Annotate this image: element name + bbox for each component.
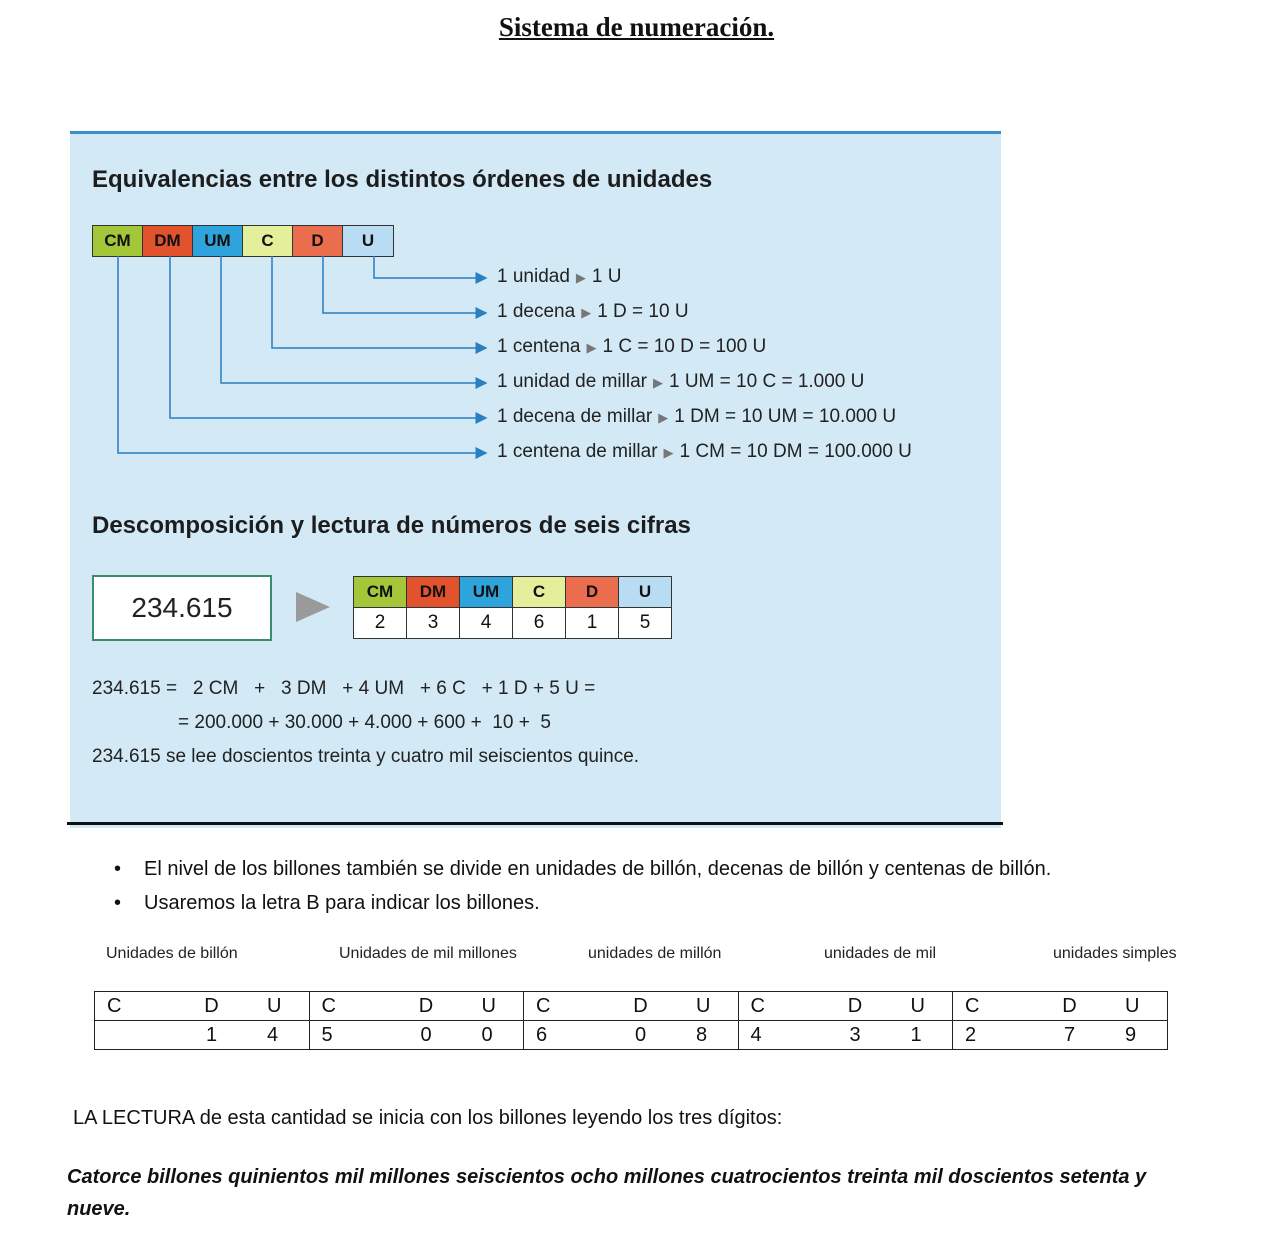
arrow-right-icon xyxy=(296,592,330,622)
group-label-mil-millones: Unidades de mil millones xyxy=(339,945,517,962)
digit-cell: 1 xyxy=(566,608,619,639)
table-cell: U xyxy=(454,992,524,1021)
connector-d xyxy=(323,256,486,313)
connector-um xyxy=(221,256,486,383)
decomposition-line-2: = 200.000 + 30.000 + 4.000 + 600 + 10 + 5 xyxy=(178,712,551,733)
place-value-table xyxy=(94,991,1168,1050)
table-cell: D xyxy=(184,992,239,1021)
equivalence-decena-millar: 1 decena de millar ▶ 1 DM = 10 UM = 10.000 U xyxy=(497,406,897,427)
digit-cell: 6 xyxy=(513,608,566,639)
decomposition-heading: Descomposición y lectura de números de seis cifras xyxy=(92,512,691,539)
triangle-icon: ▶ xyxy=(652,375,663,390)
table-cell: C xyxy=(309,992,399,1021)
digit-header-cm: CM xyxy=(354,577,407,608)
table-cell: U xyxy=(239,992,309,1021)
table-cell: U xyxy=(1097,992,1167,1021)
table-cell: 0 xyxy=(481,1023,493,1046)
table-cell: 0 xyxy=(634,1023,647,1046)
table-cell: U xyxy=(668,992,738,1021)
equivalence-centena-millar: 1 centena de millar ▶ 1 CM = 10 DM = 100.000 U xyxy=(497,441,912,462)
table-cell: U xyxy=(883,992,953,1021)
triangle-icon: ▶ xyxy=(658,410,669,425)
equivalences-heading: Equivalencias entre los distintos órdenes de unidades xyxy=(92,166,713,193)
equivalence-centena: 1 centena ▶ 1 C = 10 D = 100 U xyxy=(497,336,767,357)
equivalence-unidad: 1 unidad ▶ 1 U xyxy=(497,266,622,287)
order-d: D xyxy=(293,226,343,256)
connector-c xyxy=(272,256,486,348)
table-cell: D xyxy=(1042,992,1097,1021)
table-cell: D xyxy=(828,992,883,1021)
connector-cm xyxy=(118,256,486,453)
table-cell: C xyxy=(953,992,1043,1021)
digit-table xyxy=(353,576,672,639)
connector-dm xyxy=(170,256,486,418)
table-cell: 4 xyxy=(267,1023,279,1046)
table-cell: D xyxy=(399,992,454,1021)
reading-text: Catorce billones quinientos mil millones seiscientos ocho millones cuatrocientos treinta mil doscientos setenta y nueve. xyxy=(67,1166,1147,1220)
connector-u xyxy=(374,256,486,278)
bullet-icon: • xyxy=(114,892,122,914)
table-cell: 0 xyxy=(420,1023,432,1046)
triangle-icon: ▶ xyxy=(663,445,674,460)
table-cell: 6 xyxy=(524,1021,614,1050)
order-um: UM xyxy=(193,226,243,256)
digit-cell: 3 xyxy=(407,608,460,639)
digit-cell: 4 xyxy=(460,608,513,639)
order-c: C xyxy=(243,226,293,256)
digit-header-um: UM xyxy=(460,577,513,608)
panel-divider xyxy=(67,822,1003,825)
table-cell: 1 xyxy=(205,1023,218,1046)
bullet-item: • Usaremos la letra B para indicar los billones. xyxy=(114,892,540,914)
table-cell: 2 xyxy=(953,1021,1043,1050)
digit-cell: 5 xyxy=(619,608,672,639)
table-cell xyxy=(95,1021,185,1050)
table-cell: 7 xyxy=(1063,1023,1076,1046)
group-label-billon: Unidades de billón xyxy=(106,945,238,962)
decomposition-line-1: 234.615 = 2 CM + 3 DM + 4 UM + 6 C + 1 D + 5 U = xyxy=(92,678,596,699)
table-cell: C xyxy=(95,992,185,1021)
digit-header-dm: DM xyxy=(407,577,460,608)
order-u: U xyxy=(343,226,393,256)
table-cell: 4 xyxy=(738,1021,828,1050)
equivalence-decena: 1 decena ▶ 1 D = 10 U xyxy=(497,301,689,322)
bullet-icon: • xyxy=(114,858,122,880)
table-cell: 1 xyxy=(910,1023,922,1046)
digit-header-u: U xyxy=(619,577,672,608)
triangle-icon: ▶ xyxy=(586,340,597,355)
page-title: Sistema de numeración. xyxy=(498,12,775,42)
table-cell: D xyxy=(613,992,668,1021)
digit-header-d: D xyxy=(566,577,619,608)
bullet-item: • El nivel de los billones también se divide en unidades de billón, decenas de billón y centenas de billón. xyxy=(114,858,1052,880)
order-cm: CM xyxy=(93,226,143,256)
table-row xyxy=(95,1021,1168,1050)
digit-header-c: C xyxy=(513,577,566,608)
table-cell: 5 xyxy=(309,1021,399,1050)
table-cell: 3 xyxy=(849,1023,861,1046)
table-header-row xyxy=(95,992,1168,1021)
number-box: 234.615 xyxy=(92,575,272,641)
reading-intro: LA LECTURA de esta cantidad se inicia con los billones leyendo los tres dígitos: xyxy=(73,1107,783,1129)
triangle-icon: ▶ xyxy=(575,270,586,285)
table-cell: 8 xyxy=(696,1023,708,1046)
table-cell: C xyxy=(524,992,614,1021)
triangle-icon: ▶ xyxy=(581,305,592,320)
table-cell: C xyxy=(738,992,828,1021)
group-label-mil: unidades de mil xyxy=(824,945,937,962)
group-label-millon: unidades de millón xyxy=(588,945,722,962)
order-dm: DM xyxy=(143,226,193,256)
table-cell: 9 xyxy=(1125,1023,1137,1046)
group-label-simples: unidades simples xyxy=(1053,945,1177,962)
digit-cell: 2 xyxy=(354,608,407,639)
equivalence-unidad-millar: 1 unidad de millar ▶ 1 UM = 10 C = 1.000 U xyxy=(497,371,865,392)
decomposition-line-3: 234.615 se lee doscientos treinta y cuatro mil seiscientos quince. xyxy=(92,746,640,767)
